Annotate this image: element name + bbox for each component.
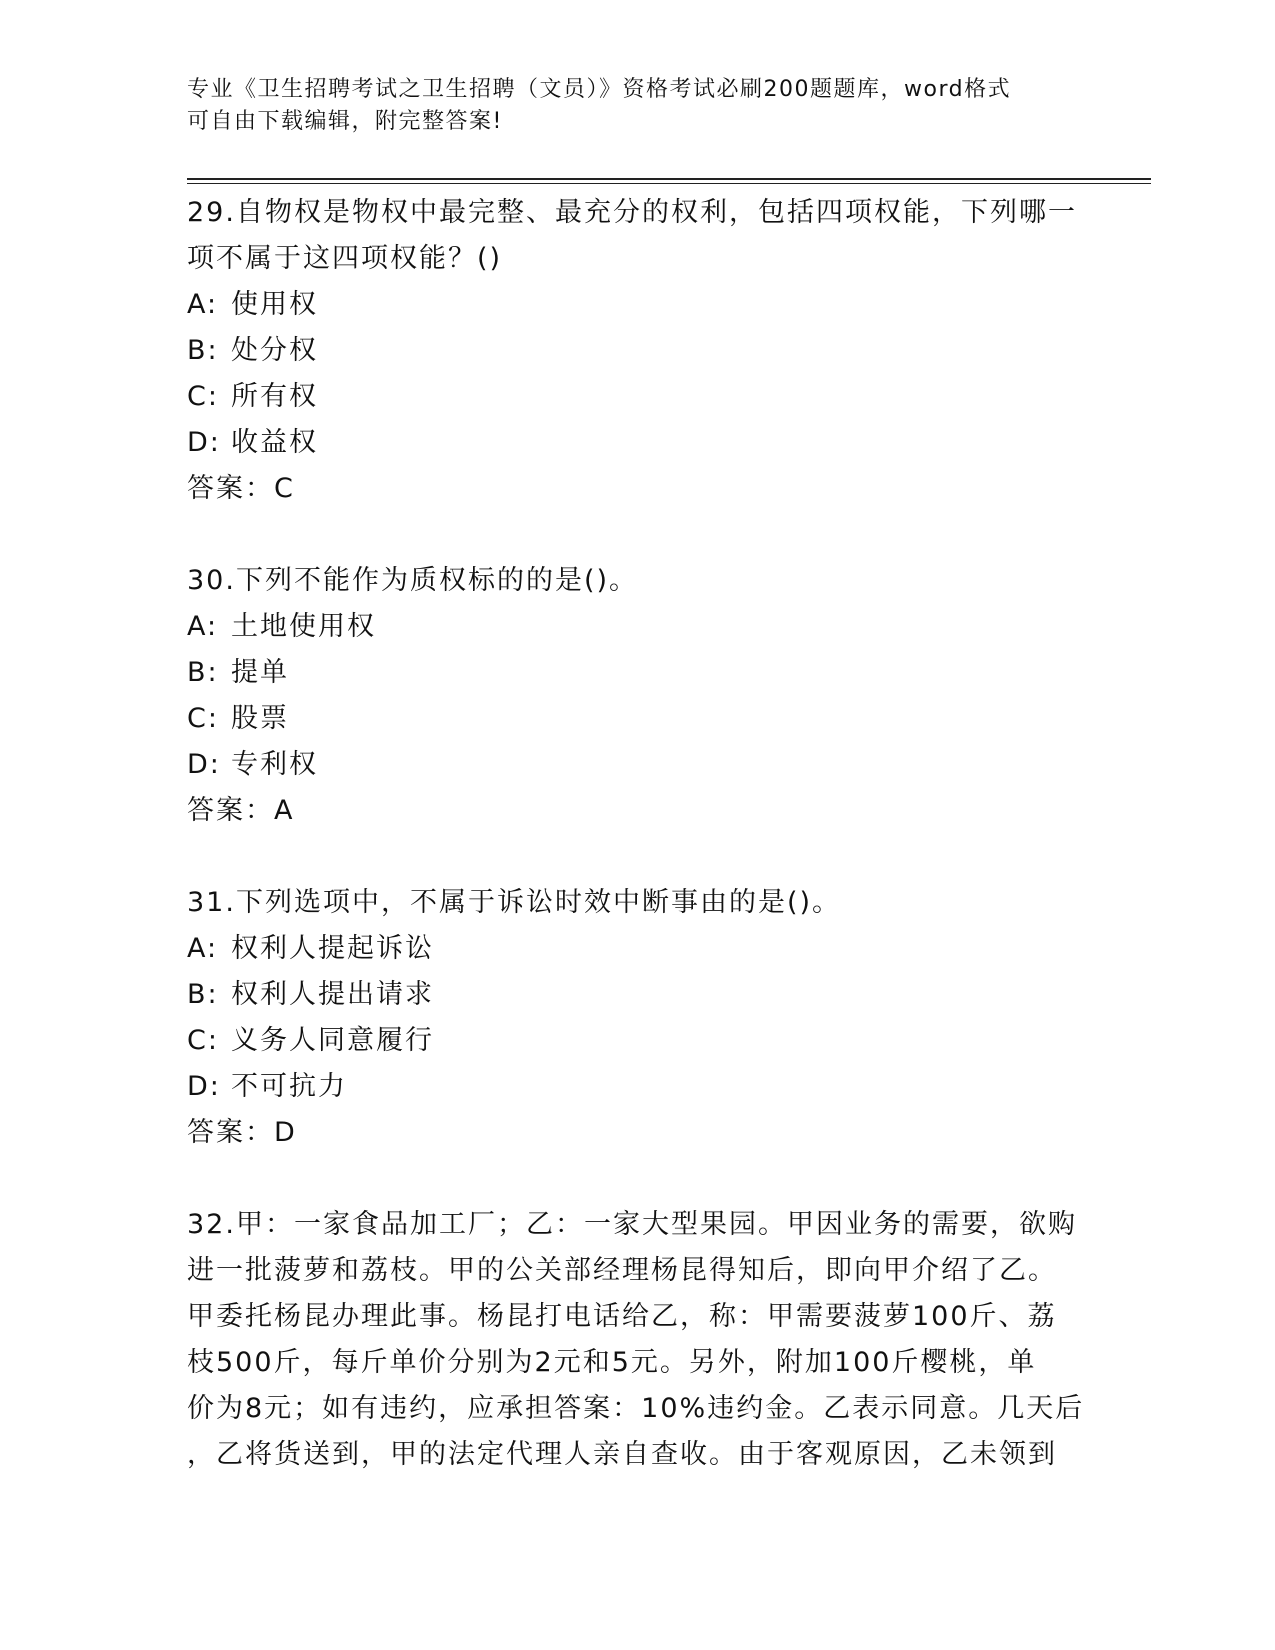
option-text: 义务人同意履行 — [231, 1025, 434, 1056]
option-text: 处分权 — [231, 335, 318, 366]
option-c — [187, 374, 1087, 420]
question-29 — [187, 190, 1087, 512]
question-stem — [187, 880, 1087, 926]
answer-label: 答案： — [187, 473, 274, 504]
option-text: 使用权 — [231, 289, 318, 320]
option-text: 权利人提出请求 — [231, 979, 434, 1010]
option-c — [187, 696, 1087, 742]
option-key: A: — [187, 289, 219, 320]
question-30 — [187, 558, 1087, 834]
option-a — [187, 926, 1087, 972]
question-list — [187, 190, 1087, 1478]
answer-value: A — [274, 795, 295, 826]
stem-line: 项不属于这四项权能？() — [187, 243, 503, 274]
option-key: D: — [187, 1071, 221, 1102]
option-d — [187, 1064, 1087, 1110]
option-key: D: — [187, 749, 221, 780]
option-text: 所有权 — [231, 381, 318, 412]
answer-label: 答案： — [187, 1117, 274, 1148]
stem-line: 32.甲：一家食品加工厂；乙：一家大型果园。甲因业务的需要，欲购 — [187, 1209, 1077, 1240]
answer-value: C — [274, 473, 295, 504]
option-d — [187, 420, 1087, 466]
question-stem — [187, 190, 1087, 282]
option-key: B: — [187, 657, 219, 688]
stem-line: 30.下列不能作为质权标的的是()。 — [187, 565, 639, 596]
option-a — [187, 282, 1087, 328]
stem-line: 31.下列选项中，不属于诉讼时效中断事由的是()。 — [187, 887, 842, 918]
header-line-2: 可自由下载编辑，附完整答案! — [187, 109, 503, 134]
option-b — [187, 972, 1087, 1018]
option-key: C: — [187, 1025, 219, 1056]
stem-line: 甲委托杨昆办理此事。杨昆打电话给乙，称：甲需要菠萝100斤、荔 — [187, 1301, 1057, 1332]
answer-label: 答案： — [187, 795, 274, 826]
header-divider-thick — [187, 178, 1151, 180]
option-key: A: — [187, 933, 219, 964]
header-line-1: 专业《卫生招聘考试之卫生招聘（文员）》资格考试必刷200题题库，word格式 — [187, 77, 1012, 102]
option-text: 收益权 — [231, 427, 318, 458]
question-31 — [187, 880, 1087, 1156]
stem-line: 进一批菠萝和荔枝。甲的公关部经理杨昆得知后，即向甲介绍了乙。 — [187, 1255, 1057, 1286]
option-key: C: — [187, 381, 219, 412]
question-32 — [187, 1202, 1087, 1478]
answer-line — [187, 1110, 1087, 1156]
question-stem — [187, 558, 1087, 604]
answer-line — [187, 466, 1087, 512]
option-b — [187, 328, 1087, 374]
stem-line: 价为8元；如有违约，应承担答案：10%违约金。乙表示同意。几天后 — [187, 1393, 1085, 1424]
option-b — [187, 650, 1087, 696]
stem-line: 29.自物权是物权中最完整、最充分的权利，包括四项权能，下列哪一 — [187, 197, 1077, 228]
option-text: 土地使用权 — [231, 611, 376, 642]
option-a — [187, 604, 1087, 650]
question-stem — [187, 1202, 1087, 1478]
option-key: B: — [187, 979, 219, 1010]
option-text: 不可抗力 — [231, 1071, 347, 1102]
document-header — [187, 74, 1077, 138]
option-text: 权利人提起诉讼 — [231, 933, 434, 964]
option-key: A: — [187, 611, 219, 642]
option-d — [187, 742, 1087, 788]
answer-value: D — [274, 1117, 297, 1148]
answer-line — [187, 788, 1087, 834]
option-text: 提单 — [231, 657, 289, 688]
option-c — [187, 1018, 1087, 1064]
option-text: 专利权 — [231, 749, 318, 780]
stem-line: ，乙将货送到，甲的法定代理人亲自查收。由于客观原因，乙未领到 — [187, 1439, 1057, 1470]
option-text: 股票 — [231, 703, 289, 734]
option-key: B: — [187, 335, 219, 366]
option-key: C: — [187, 703, 219, 734]
option-key: D: — [187, 427, 221, 458]
header-divider-thin — [187, 183, 1151, 184]
stem-line: 枝500斤，每斤单价分别为2元和5元。另外，附加100斤樱桃，单 — [187, 1347, 1037, 1378]
